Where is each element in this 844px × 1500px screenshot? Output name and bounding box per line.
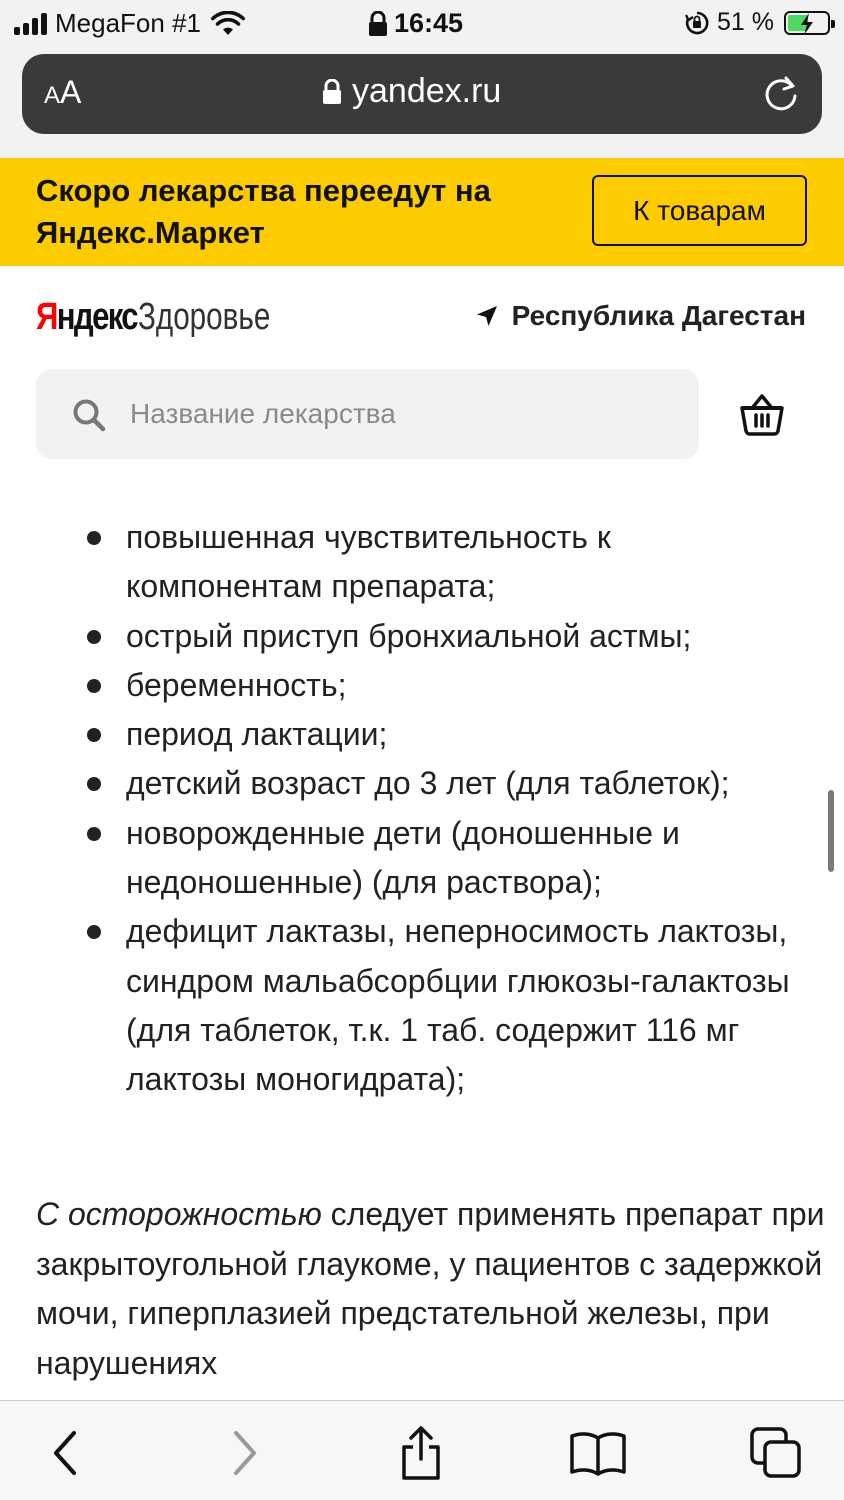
clock-time: 16:45 — [394, 8, 464, 38]
status-center — [368, 8, 463, 39]
to-products-button[interactable]: К товарам — [592, 175, 807, 246]
forward-button[interactable] — [214, 1423, 274, 1483]
region-selector[interactable] — [476, 300, 806, 332]
caution-lead: С осторожностью — [36, 1196, 322, 1232]
list-item: повышенная чувствительность к компонентам препарата; — [0, 513, 844, 612]
region-label: Республика Дагестан — [511, 300, 806, 331]
logo-service: Здоровье — [138, 296, 271, 338]
promo-banner — [0, 158, 844, 266]
list-item: период лактации; — [0, 710, 844, 759]
contraindications-list — [0, 513, 844, 1105]
promo-text: Скоро лекарства переедут на Яндекс.Маркет — [36, 173, 491, 250]
location-arrow-icon — [476, 305, 498, 327]
back-button[interactable] — [36, 1423, 96, 1483]
basket-icon[interactable] — [738, 391, 786, 439]
list-item: острый приступ бронхиальной астмы; — [0, 612, 844, 661]
cellular-signal-icon — [14, 13, 47, 35]
status-left — [14, 8, 245, 39]
status-bar — [0, 0, 844, 48]
share-icon — [396, 1425, 446, 1481]
caution-paragraph — [36, 1190, 826, 1388]
tabs-icon — [749, 1426, 803, 1480]
tabs-button[interactable] — [746, 1423, 806, 1483]
browser-chrome — [0, 48, 844, 158]
share-button[interactable] — [391, 1423, 451, 1483]
forward-icon — [224, 1428, 264, 1478]
search-icon — [72, 398, 106, 432]
reload-icon[interactable] — [762, 74, 802, 114]
battery-percent: 51 % — [717, 8, 774, 36]
search-box[interactable] — [36, 369, 699, 459]
scroll-indicator[interactable] — [828, 790, 834, 872]
address-bar[interactable] — [22, 54, 822, 134]
orientation-lock-icon — [685, 11, 709, 35]
list-item: детский возраст до 3 лет (для таблеток); — [0, 759, 844, 808]
list-item: беременность; — [0, 661, 844, 710]
text-size-button[interactable]: A A — [44, 74, 82, 110]
logo-brand: Яндекс — [36, 296, 138, 338]
status-right — [685, 8, 830, 37]
wifi-icon — [211, 11, 245, 37]
list-item: дефицит лактазы, неперносимость лактозы, синдром мальабсорбции глюкозы-галактозы (для таблеток, т.к. 1 таб. содержит 116 мг лактозы моногидрата); — [0, 907, 844, 1104]
url-display[interactable] — [322, 72, 501, 111]
bookmarks-button[interactable] — [568, 1423, 628, 1483]
bookmarks-icon — [568, 1428, 628, 1478]
search-input[interactable] — [130, 391, 670, 437]
url-text: yandex.ru — [352, 72, 502, 110]
charging-bolt-icon — [798, 12, 816, 36]
back-icon — [46, 1428, 86, 1478]
site-header — [0, 266, 844, 486]
lock-icon — [322, 79, 342, 105]
browser-toolbar — [0, 1400, 844, 1500]
article-content — [0, 486, 844, 1400]
carrier-name: MegaFon #1 — [55, 8, 201, 38]
caution-text: следует применять препарат при закрытоугольной глаукоме, у пациентов с задержкой мочи, гиперплазией предстательной железы, при нарушениях — [36, 1196, 825, 1381]
battery-icon — [784, 11, 830, 35]
lock-icon — [368, 11, 388, 37]
yandex-health-logo[interactable] — [36, 296, 308, 339]
list-item: новорожденные дети (доношенные и недоношенные) (для раствора); — [0, 809, 844, 908]
